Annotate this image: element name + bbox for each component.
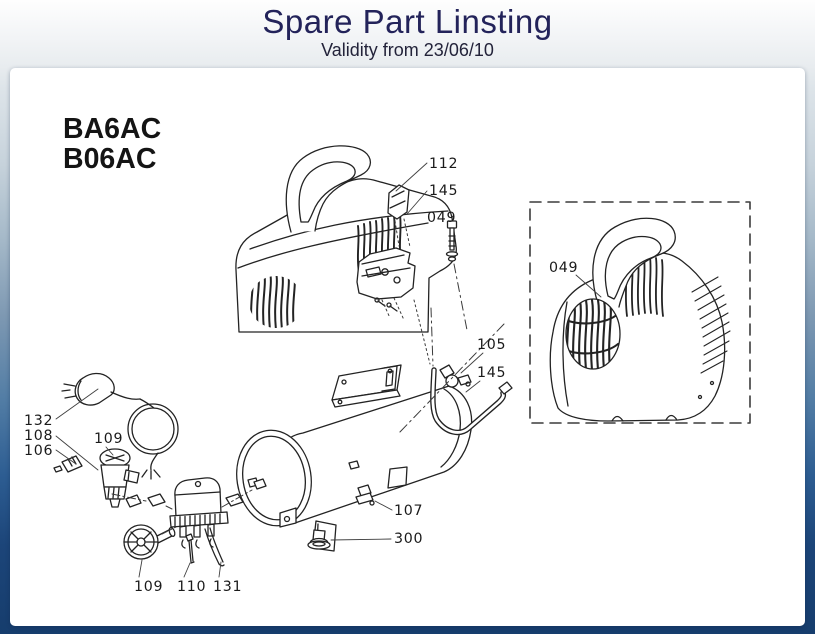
part-label-132: 132 [24,413,54,429]
part-label-107: 107 [394,503,424,519]
gauge-knob-illustration [124,525,176,559]
page-title: Spare Part Linsting [262,3,553,40]
compressor-side-illustration [550,218,730,421]
model-name-2: B06AC [63,143,157,175]
part-label-112: 112 [429,156,459,172]
part-label-131: 131 [213,579,243,595]
part-label-145-top: 145 [429,183,459,199]
part-label-049-boxed: 049 [549,260,579,276]
part-label-109-bottom: 109 [134,579,164,595]
pin-110-part [186,534,194,563]
part-label-108: 108 [24,428,54,444]
exploded-parts-diagram [10,68,805,626]
part-label-110: 110 [177,579,207,595]
compressor-front-illustration [236,146,458,332]
pressure-switch-illustration [170,478,228,548]
part-label-106: 106 [24,443,54,459]
diagram-panel [10,68,805,626]
model-name-1: BA6AC [63,113,162,145]
part-label-300: 300 [394,531,424,547]
part-label-145-mid: 145 [477,365,507,381]
variant-dashed-box [530,202,750,423]
part-label-049-top: 049 [427,210,457,226]
validity-subtitle: Validity from 23/06/10 [321,40,494,60]
part-label-109-left: 109 [94,431,124,447]
part-label-105: 105 [477,337,507,353]
header [0,0,815,68]
